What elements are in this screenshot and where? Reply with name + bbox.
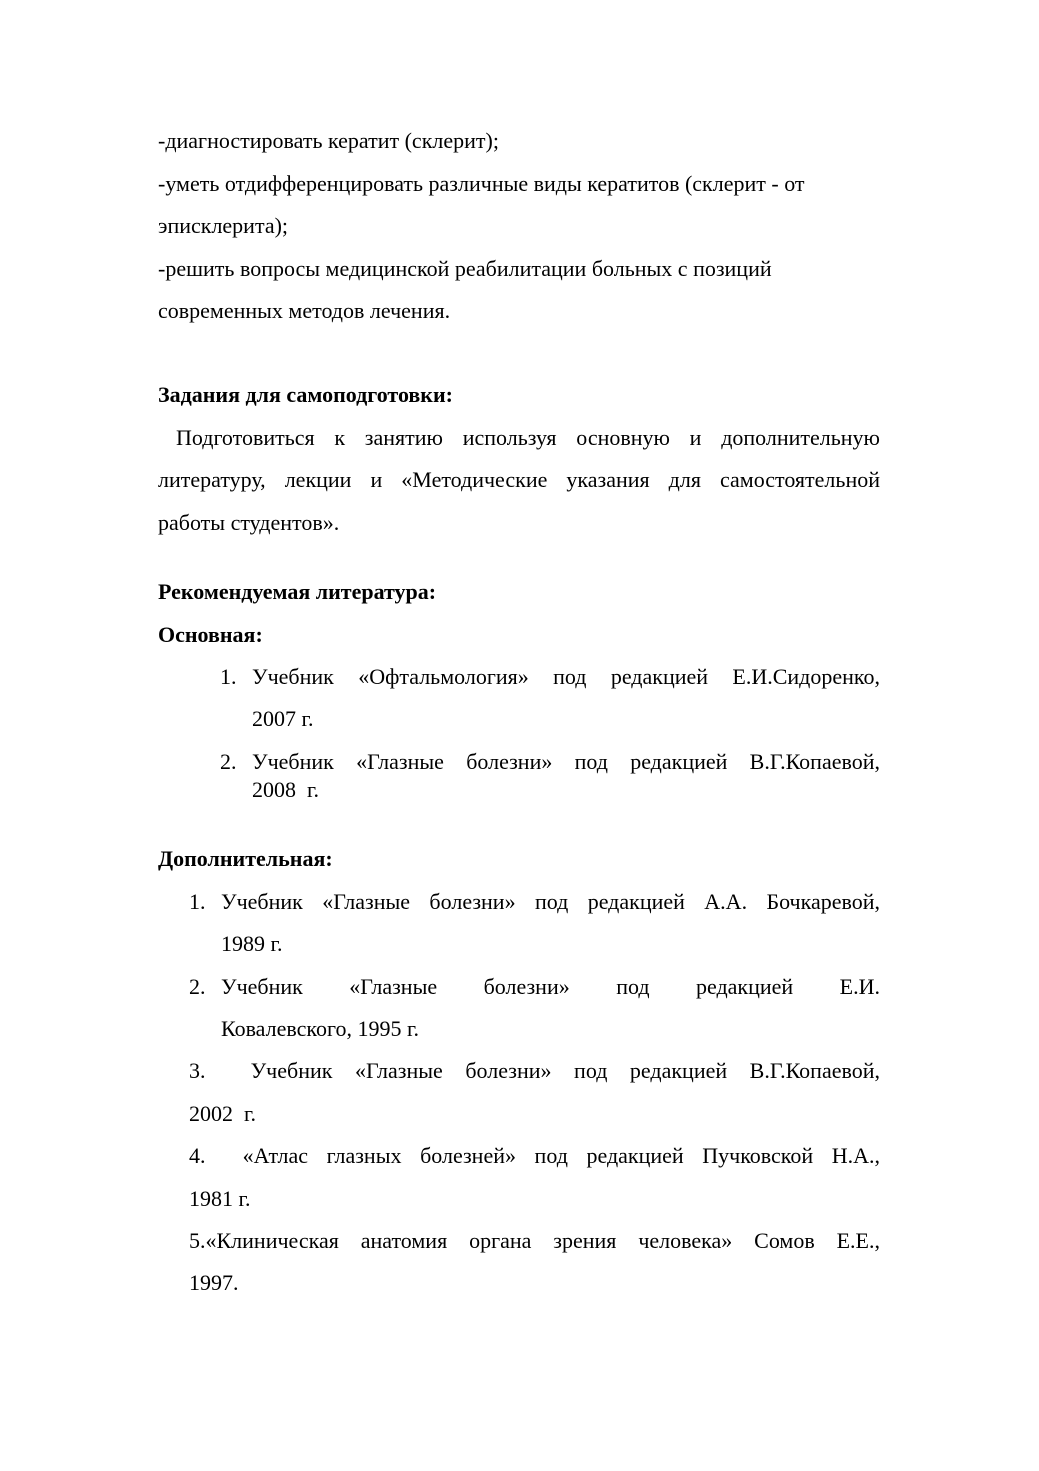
goal-line: -решить вопросы медицинской реабилитации больных с позиций <box>158 256 772 281</box>
list-number: 1. <box>189 889 206 914</box>
list-number: 1. <box>220 664 237 689</box>
list-item-continuation: 2002 г. <box>189 1101 257 1126</box>
self-prep-line: Подготовиться к занятию используя основную и дополнительную <box>176 425 880 450</box>
list-item: Учебник «Офтальмология» под редакцией Е.И.Сидоренко, <box>252 664 880 689</box>
list-item <box>221 974 880 1000</box>
self-prep-heading: Задания для самоподготовки: <box>158 382 453 407</box>
goal-line-text: -уметь отдифференцировать различные виды кератитов (склерит - от <box>158 171 805 196</box>
list-item-continuation: 1997. <box>189 1270 239 1295</box>
list-item-word: болезни» <box>483 974 570 999</box>
list-item: 4. «Атлас глазных болезней» под редакцией Пучковской Н.А., <box>189 1143 880 1168</box>
self-prep-line: литературу, лекции и «Методические указания для самостоятельной <box>158 467 880 492</box>
list-number: 2. <box>220 749 237 774</box>
list-item-continuation: 1981 г. <box>189 1186 251 1211</box>
goal-line: -диагностировать кератит (склерит); <box>158 128 499 153</box>
list-item-word: редакцией <box>695 974 794 999</box>
list-item: 5.«Клиническая анатомия органа зрения человека» Сомов Е.Е., <box>189 1228 880 1253</box>
list-item-continuation: 2007 г. <box>252 706 314 731</box>
main-literature-heading: Основная: <box>158 622 263 647</box>
list-item-continuation: 2008 г. <box>252 777 320 802</box>
list-item: 3. Учебник «Глазные болезни» под редакцией В.Г.Копаевой, <box>189 1058 880 1083</box>
list-item-word: Е.И. <box>839 974 880 999</box>
goal-line <box>158 171 880 197</box>
literature-heading: Рекомендуемая литература: <box>158 579 437 604</box>
list-item-word: под <box>616 974 650 999</box>
goal-line: современных методов лечения. <box>158 298 451 323</box>
list-item-word: Учебник <box>221 974 303 999</box>
self-prep-line: работы студентов». <box>158 510 340 535</box>
list-number: 2. <box>189 974 206 999</box>
list-item-word: «Глазные <box>349 974 438 999</box>
list-item-continuation: 1989 г. <box>221 931 283 956</box>
goal-line: эписклерита); <box>158 213 289 238</box>
extra-literature-heading: Дополнительная: <box>158 846 333 871</box>
list-item: Учебник «Глазные болезни» под редакцией В.Г.Копаевой, <box>252 749 880 774</box>
list-item-continuation: Ковалевского, 1995 г. <box>221 1016 419 1041</box>
list-item: Учебник «Глазные болезни» под редакцией А.А. Бочкаревой, <box>221 889 880 914</box>
